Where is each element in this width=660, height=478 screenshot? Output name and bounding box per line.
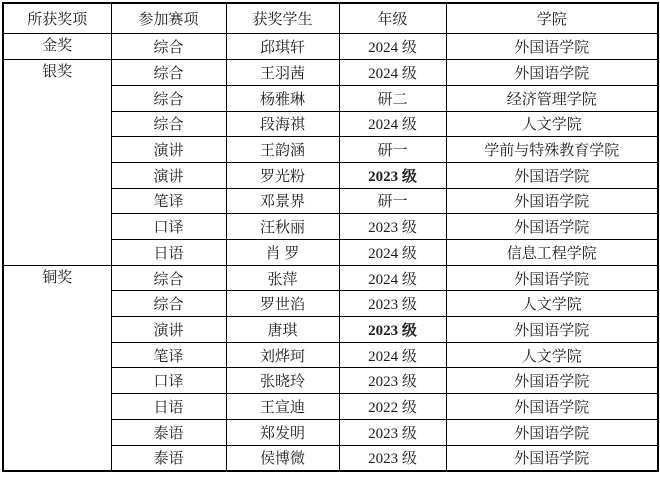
grade-cell: 2023 级 (339, 291, 446, 317)
college-cell: 外国语学院 (446, 445, 658, 471)
college-cell: 外国语学院 (446, 265, 658, 291)
event-cell: 笔译 (111, 342, 226, 368)
header-event: 参加赛项 (111, 3, 226, 33)
grade-cell: 2024 级 (339, 111, 446, 137)
college-cell: 外国语学院 (446, 368, 658, 394)
grade-cell: 2023 级 (339, 214, 446, 240)
event-cell: 综合 (111, 111, 226, 137)
student-cell: 邱琪轩 (226, 33, 339, 60)
student-cell: 汪秋丽 (226, 214, 339, 240)
awards-table (2, 2, 659, 472)
grade-cell: 2024 级 (339, 342, 446, 368)
grade-cell: 2023 级 (339, 162, 446, 188)
grade-cell: 2024 级 (339, 60, 446, 86)
grade-cell: 2023 级 (339, 445, 446, 471)
college-cell: 外国语学院 (446, 317, 658, 343)
event-cell: 综合 (111, 85, 226, 111)
header-row (3, 3, 658, 33)
event-cell: 泰语 (111, 419, 226, 445)
college-cell: 学前与特殊教育学院 (446, 137, 658, 163)
event-cell: 口译 (111, 214, 226, 240)
college-cell: 外国语学院 (446, 60, 658, 86)
header-college: 学院 (446, 3, 658, 33)
event-cell: 日语 (111, 240, 226, 266)
college-cell: 外国语学院 (446, 33, 658, 60)
student-cell: 王宣迪 (226, 394, 339, 420)
event-cell: 综合 (111, 291, 226, 317)
grade-cell: 2024 级 (339, 240, 446, 266)
award-cell: 银奖 (3, 60, 111, 266)
table-row (3, 60, 658, 86)
college-cell: 人文学院 (446, 342, 658, 368)
student-cell: 侯博微 (226, 445, 339, 471)
college-cell: 外国语学院 (446, 394, 658, 420)
event-cell: 综合 (111, 33, 226, 60)
college-cell: 人文学院 (446, 111, 658, 137)
event-cell: 综合 (111, 265, 226, 291)
student-cell: 段海祺 (226, 111, 339, 137)
college-cell: 外国语学院 (446, 419, 658, 445)
grade-cell: 2022 级 (339, 394, 446, 420)
college-cell: 经济管理学院 (446, 85, 658, 111)
student-cell: 王羽茜 (226, 60, 339, 86)
grade-cell: 2023 级 (339, 368, 446, 394)
event-cell: 笔译 (111, 188, 226, 214)
table-header (3, 3, 658, 33)
header-grade: 年级 (339, 3, 446, 33)
award-cell: 金奖 (3, 33, 111, 60)
event-cell: 日语 (111, 394, 226, 420)
student-cell: 杨雅琳 (226, 85, 339, 111)
student-cell: 张晓玲 (226, 368, 339, 394)
student-cell: 罗世淊 (226, 291, 339, 317)
grade-cell: 研一 (339, 137, 446, 163)
college-cell: 外国语学院 (446, 188, 658, 214)
grade-cell: 2023 级 (339, 419, 446, 445)
student-cell: 郑发明 (226, 419, 339, 445)
student-cell: 罗光粉 (226, 162, 339, 188)
award-cell: 铜奖 (3, 265, 111, 471)
event-cell: 泰语 (111, 445, 226, 471)
college-cell: 外国语学院 (446, 214, 658, 240)
header-award: 所获奖项 (3, 3, 111, 33)
student-cell: 王韵涵 (226, 137, 339, 163)
grade-cell: 2024 级 (339, 265, 446, 291)
student-cell: 肖 罗 (226, 240, 339, 266)
grade-cell: 2023 级 (339, 317, 446, 343)
college-cell: 人文学院 (446, 291, 658, 317)
event-cell: 演讲 (111, 317, 226, 343)
grade-cell: 2024 级 (339, 33, 446, 60)
table-body (3, 33, 658, 471)
grade-cell: 研二 (339, 85, 446, 111)
header-student: 获奖学生 (226, 3, 339, 33)
event-cell: 演讲 (111, 162, 226, 188)
student-cell: 唐琪 (226, 317, 339, 343)
college-cell: 信息工程学院 (446, 240, 658, 266)
grade-cell: 研一 (339, 188, 446, 214)
student-cell: 刘烨珂 (226, 342, 339, 368)
student-cell: 张萍 (226, 265, 339, 291)
student-cell: 邓景界 (226, 188, 339, 214)
table-row (3, 265, 658, 291)
event-cell: 口译 (111, 368, 226, 394)
event-cell: 演讲 (111, 137, 226, 163)
event-cell: 综合 (111, 60, 226, 86)
college-cell: 外国语学院 (446, 162, 658, 188)
table-row (3, 33, 658, 60)
